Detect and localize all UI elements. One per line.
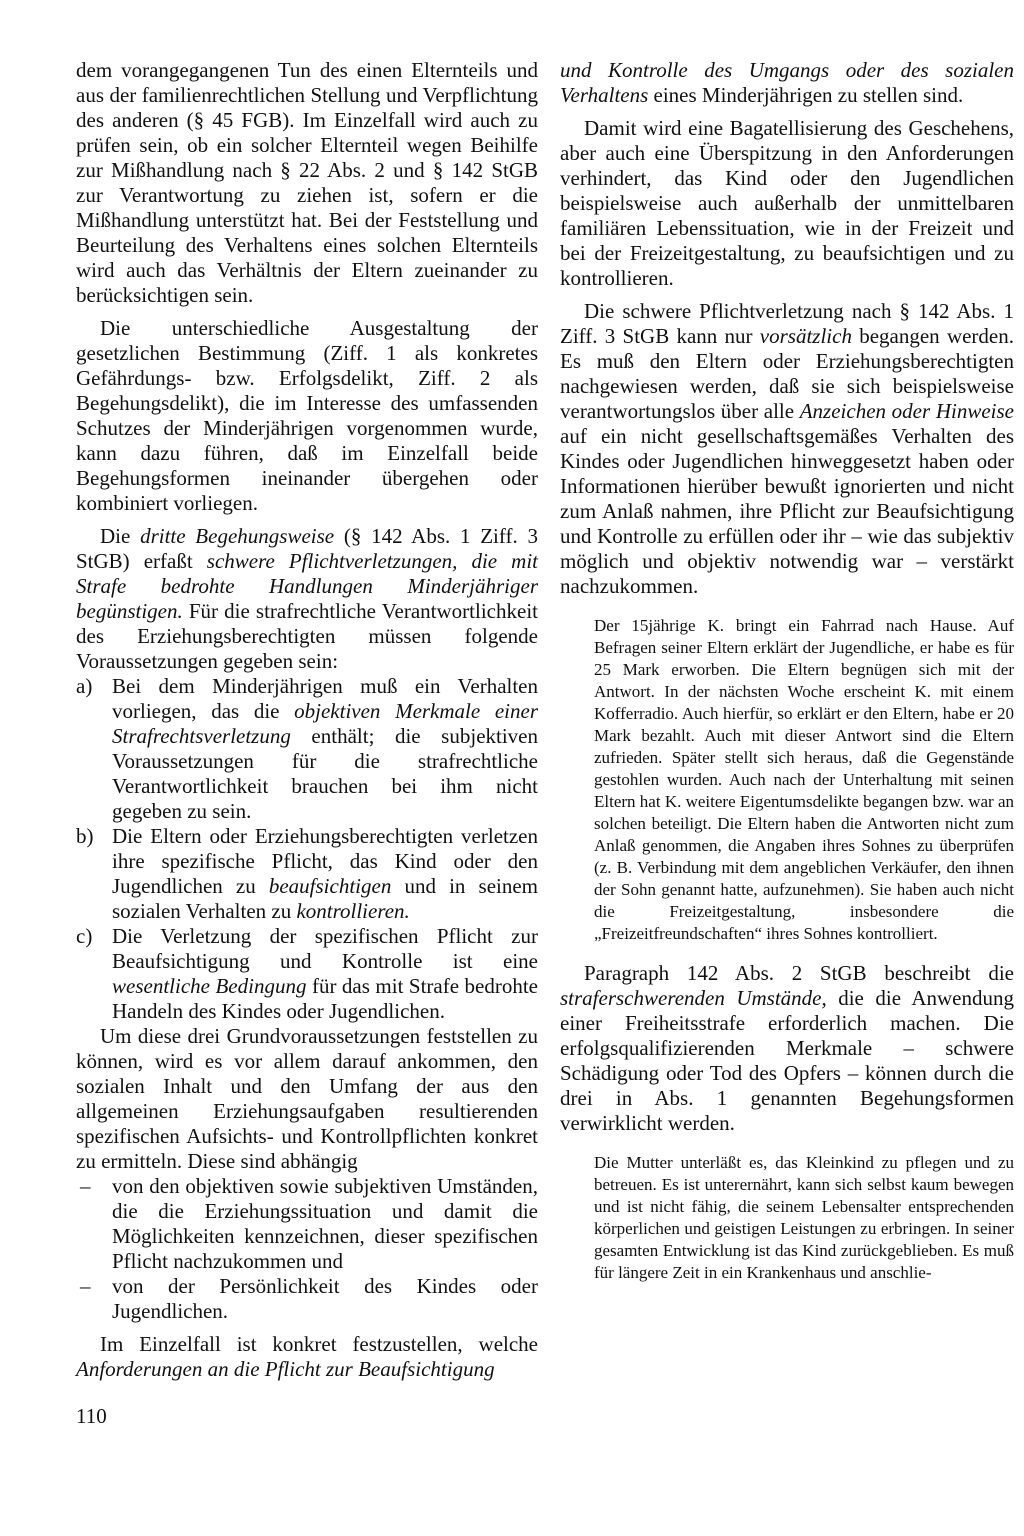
paragraph-2-right: Damit wird eine Bagatellisierung des Geschehens, aber auch eine Überspitzung in den Anforderungen verhindert, das Kind oder den Jugendlichen beispielsweise auch außerhalb der unmittelbaren familiären Lebenssituation, wie in der Freizeit und bei der Freizeitgestaltung, zu beaufsichtigen und zu kontrollieren.: [560, 116, 1014, 290]
paragraph-4-right: [560, 961, 1014, 1136]
list-item-dash-2: [76, 1274, 538, 1324]
list-marker: b): [76, 824, 94, 848]
text-span: von der Persönlichkeit des Kindes oder Jugendlichen.: [112, 1274, 538, 1323]
text-span: Die schwere Pflichtverletzung nach § 142 Abs. 1 Ziff. 3 StGB kann nur: [560, 299, 1014, 348]
paragraph-1: dem vorangegangenen Tun des einen Elternteils und aus der familienrechtlichen Stellung und Verpflichtung des anderen (§ 45 FGB). Im Einzelfall wird auch zu prüfen sein, ob ein solcher Elternteil wegen Beihilfe zur Mißhandlung nach § 22 Abs. 2 und § 142 StGB zur Verantwortung zu ziehen ist, sofern er die Mißhandlung unterstützt hat. Bei der Feststellung und Beurteilung des Verhaltens eines solchen Elternteils wird auch das Verhältnis der Eltern zueinander zu berücksichtigen sein.: [76, 58, 538, 307]
list-item-dash-1: [76, 1174, 538, 1274]
page-number: 110: [76, 1404, 107, 1428]
text-span: Die Eltern oder Erziehungsberechtigten verletzen ihre spezifische Pflicht, das Kind oder den Jugendlichen zu: [112, 824, 538, 898]
paragraph-3: [76, 524, 538, 674]
right-column: [560, 58, 1014, 1284]
text-span: begangen werden. Es muß den Eltern oder Erziehungsberechtigten nachgewiesen werden, daß sie sich beispielsweise verantwortungslos über alle: [560, 324, 1014, 423]
text-span: auf ein nicht gesellschaftsgemäßes Verhalten des Kindes oder Jugendlichen hinweggesetzt haben oder Informationen hierüber bewußt ignorierten und nicht zum Anlaß nahmen, ihre Pflicht zur Beaufsichtigung und Kontrolle zu erfüllen oder ihr – wie das subjektiv möglich und objektiv notwendig war – verstärkt nachzukommen.: [560, 424, 1014, 598]
requirements-list: [76, 674, 538, 1024]
text-span: Im Einzelfall ist konkret festzustellen, welche: [100, 1332, 538, 1356]
italic-term: kontrollieren.: [296, 899, 410, 923]
italic-term: schwere Pflichtverletzungen, die mit Strafe bedrohte Handlungen Minderjähriger begünstigen.: [76, 549, 538, 623]
italic-term: dritte Begehungsweise: [140, 524, 335, 548]
example-case-2: Die Mutter unterläßt es, das Kleinkind zu pflegen und zu betreuen. Es ist unterernährt, kann sich selbst kaum bewegen und ist nicht fähig, die seinem Lebensalter entsprechenden körperlichen und geistigen Leistungen zu erbringen. In seiner gesamten Entwicklung ist das Kind zurückgeblieben. Es muß für längere Zeit in ein Krankenhaus und anschlie-: [594, 1153, 1014, 1282]
italic-term: Anzeichen oder Hinweise: [799, 399, 1014, 423]
italic-term: wesentliche Bedingung: [112, 974, 307, 998]
list-item-b: [76, 824, 538, 924]
paragraph-5: [76, 1332, 538, 1382]
left-column: [76, 58, 538, 1382]
list-marker: c): [76, 924, 93, 948]
italic-term: und Kontrolle des Umgangs oder des sozialen Verhaltens: [560, 58, 1014, 107]
italic-term: Anforderungen an die Pflicht zur Beaufsichtigung: [76, 1357, 495, 1381]
italic-term: objektiven Merkmale einer Strafrechtsverletzung: [112, 699, 538, 748]
text-span: die die Anwendung einer Freiheitsstrafe erforderlich machen. Die erfolgsqualifizierenden Merkmale – schwere Schädigung oder Tod des Opfers – können durch die drei in Abs. 1 genannten Begehungsformen verwirklicht werden.: [560, 986, 1014, 1135]
example-case-1: Der 15jährige K. bringt ein Fahrrad nach Hause. Auf Befragen seiner Eltern erklärt der Jugendliche, er habe es für 25 Mark erworben. Die Eltern begnügen sich mit der Antwort. In der nächsten Woche erscheint K. mit einem Kofferradio. Auch hierfür, so erklärt er den Eltern, habe er 20 Mark bezahlt. Auch mit dieser Antwort sind die Eltern zufrieden. Später stellt sich heraus, daß die Gegenstände gestohlen wurden. Auch nach der Unterhaltung mit seinen Eltern hat K. weitere Eigentumsdelikte begangen bzw. war an solchen beteiligt. Die Eltern haben die Antworten nicht zum Anlaß genommen, die Angaben ihres Sohnes zu überprüfen (z. B. Verbindung mit dem angeblichen Verkäufer, den ihnen der Sohn genannt hatte, aufzunehmen). Sie haben auch nicht die Freizeitgestaltung, insbesondere die „Freizeitfreundschaften“ ihres Sohnes kontrolliert.: [594, 616, 1014, 943]
text-span: (§ 142 Abs. 1 Ziff. 3 StGB) erfaßt: [76, 524, 538, 573]
text-span: Die: [100, 524, 141, 548]
list-marker: –: [80, 1274, 91, 1298]
text-span: eines Minderjährigen zu stellen sind.: [648, 83, 964, 107]
paragraph-continued: [560, 58, 1014, 108]
text-span: von den objektiven sowie subjektiven Umständen, die die Erziehungssituation und damit die Möglichkeiten kennzeichnen, dieser spezifischen Pflicht nachzukommen und: [112, 1174, 538, 1273]
list-item-a: [76, 674, 538, 824]
list-marker: –: [80, 1174, 91, 1198]
italic-term: beaufsichtigen: [268, 874, 392, 898]
list-marker: a): [76, 674, 93, 698]
paragraph-4: Um diese drei Grundvoraussetzungen feststellen zu können, wird es vor allem darauf ankommen, den sozialen Inhalt und den Umfang der aus den allgemeinen Erziehungsaufgaben resultierenden spezifischen Aufsichts- und Kontrollpflichten konkret zu ermitteln. Diese sind abhängig: [76, 1024, 538, 1173]
text-span: Für die strafrechtliche Verantwortlichkeit des Erziehungsberechtigten müssen folgende Voraussetzungen gegeben sein:: [76, 599, 538, 673]
text-span: Die Verletzung der spezifischen Pflicht zur Beaufsichtigung und Kontrolle ist eine: [112, 924, 538, 973]
italic-term: straferschwerenden Umstände,: [560, 986, 827, 1010]
paragraph-3-right: [560, 299, 1014, 599]
paragraph-2: Die unterschiedliche Ausgestaltung der gesetzlichen Bestimmung (Ziff. 1 als konkretes Gefährdungs- bzw. Erfolgsdelikt, Ziff. 2 als Begehungsdelikt), die im Interesse des umfassenden Schutzes der Minderjährigen vorgenommen wurde, kann dazu führen, daß im Einzelfall beide Begehungsformen ineinander übergehen oder kombiniert vorliegen.: [76, 316, 538, 515]
text-span: für das mit Strafe bedrohte Handeln des Kindes oder Jugendlichen.: [112, 974, 539, 1023]
list-item-c: [76, 924, 538, 1024]
italic-term: vorsätzlich: [759, 324, 852, 348]
text-span: und in seinem sozialen Verhalten zu: [112, 874, 538, 923]
text-span: Paragraph 142 Abs. 2 StGB beschreibt die: [584, 961, 1014, 985]
text-span: Bei dem Minderjährigen muß ein Verhalten vorliegen, das die: [112, 674, 538, 723]
dependency-list: [76, 1174, 538, 1324]
text-span: enthält; die subjektiven Voraussetzungen für die strafrechtliche Verantwortlichkeit brauchen bei ihm nicht gegeben zu sein.: [112, 724, 538, 823]
